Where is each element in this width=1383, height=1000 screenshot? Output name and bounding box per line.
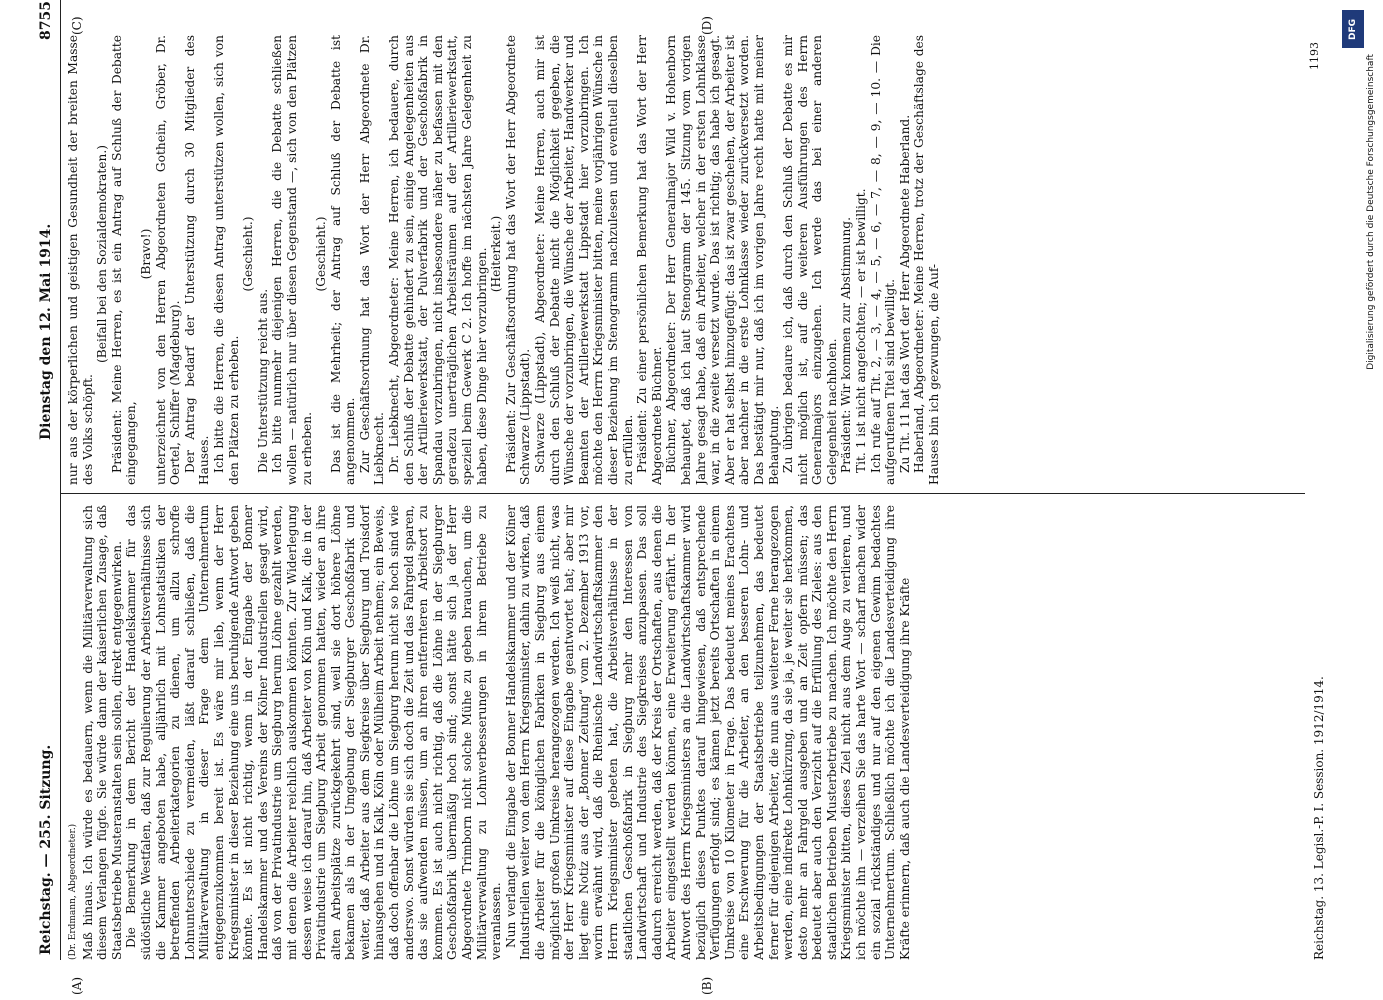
margin-mark-b: (B) — [700, 976, 714, 995]
paragraph: Das ist die Mehrheit; der Antrag auf Schluß der Debatte ist angenommen. — [328, 35, 358, 485]
page-number: 8755 — [38, 1, 54, 40]
speaker-tag: (Dr. Erdmann, Abgeordneter.) — [68, 823, 78, 960]
paragraph: Nun verlangt die Eingabe der Bonner Handelskammer und der Kölner Industriellen weiter von dem Herrn Kriegsminister, dahin zu wirken, daß die Arbeiter für die königlichen Fabriken in Siegburg aus einem möglichst großen Umkreise herangezogen werden. Ich weiß nicht, was der Herr Kriegsminister auf diese Eingabe geantwortet hat; aber mir liegt eine Notiz aus der „Bonner Zeitung“ vom 2. Dezember 1913 vor, worin erwähnt wird, daß die Rheinische Landwirtschaftskammer den Herrn Kriegsminister gebeten hat, die Arbeitsverhältnisse in der staatlichen Geschoßfabrik in Siegburg mehr den Interessen von Landwirtschaft und Industrie des Siegkreises anzupassen. Das soll dadurch erreicht werden, daß der Kreis der Ortschaften, aus denen die Arbeiter eingestellt werden können, eine Erweiterung erfährt. In der Antwort des Herrn Kriegsministers an die Landwirtschaftskammer wird bezüglich dieses Punktes darauf hingewiesen, daß entsprechende Verfügungen erfolgt sind; es kämen jetzt bereits Ortschaften in einem Umkreise von 10 Kilometer in Frage. Das bedeutet meines Erachtens eine Erschwerung für die Arbeiter, an den besseren Lohn- und Arbeitsbedingungen der Staatsbetriebe teilzunehmen, das bedeutet ferner für diejenigen Arbeiter, die nun aus weiterer Ferne herangezogen werden, eine indirekte Lohnkürzung, da sie ja, je weiter sie herkommen, desto mehr an Fahrgeld ausgeben und an Zeit opfern müssen; das bedeutet aber auch den Verzicht auf die Erfüllung des Zieles: aus den staatlichen Betrieben Musterbetriebe zu machen. Ich möchte den Herrn Kriegsminister bitten, dieses Ziel nicht aus dem Auge zu verlieren, und ich möchte ihn — verzeihen Sie das harte Wort — scharf machen wider ein sozial rückständiges und nur auf den eigenen Gewinn bedachtes Unternehmertum. Schließlich möchte ich die Landesverteidigung ihre Kräfte erinnern, daß auch die Landesverteidigung ihre Kräfte — [503, 505, 912, 960]
paragraph: Zu übrigen bedaure ich, daß durch den Schluß der Debatte es mir nicht möglich ist, auf die weiteren Ausführungen des Herrn Generalmajors einzugehen. Ich werde das bei einer anderen Gelegenheit nachholen. — [781, 35, 839, 485]
paragraph: nur aus der körperlichen und geistigen Gesundheit der breiten Masse des Volks schöpft. — [66, 35, 95, 485]
footer-number: 1193 — [1308, 42, 1321, 70]
left-column — [66, 505, 1301, 960]
paragraph: Zu Tit. 11 hat das Wort der Herr Abgeordnete Haberland. — [897, 114, 912, 473]
paragraph: (Bravo!) — [138, 228, 153, 280]
paragraph: Maß hinaus. Ich würde es bedauern, wenn die Militärverwaltung sich diesem Verlangen fügte. Sie würde dann der kaiserlichen Zusage, daß Staatsbetriebe Musteranstalten sein sollen, direkt entgegenwirken. — [80, 505, 124, 960]
paragraph: Ich bitte nunmehr diejenigen Herren, die die Debatte schließen wollen — natürlich nur über diesen Gegenstand —, sich von den Plätzen zu erheben. — [270, 35, 314, 485]
dfg-logo: DFG — [1342, 10, 1364, 48]
paragraph: Dr. Liebknecht, Abgeordneter: Meine Herren, ich bedauere, durch den Schluß der Debatte gehindert zu sein, einige Angelegenheiten aus der Artilleriewerkstatt, der Pulverfabrik und der Geschoßfabrik in Spandau vorzubringen, nicht insbesondere näher zu befassen mit den geradezu unerträglichen Arbeitsräumen auf der Artilleriewerkstatt, speziell beim Gewerk C 2. Ich hoffe im nächsten Jahre Gelegenheit zu haben, diese Dinge hier vorzubringen. — [387, 35, 489, 485]
paragraph: Büchner, Abgeordneter: Der Herr Generalmajor Wild v. Hohenborn behauptet, daß ich laut Stenogramm der 145. Sitzung vom vorigen Jahre gesagt habe, daß ein Arbeiter, welcher in der ersten Lohnklasse war, in die zweite versetzt wurde. Das ist richtig; das habe ich gesagt. Aber er hat selbst hinzugefügt: das ist zwar geschehen, der Arbeiter ist aber nachher in die erste Lohnklasse wieder zurückversetzt worden. Das bestätigt mir nur, daß ich im vorigen Jahre recht hatte mit meiner Behauptung. — [664, 35, 781, 485]
sidebar — [1336, 10, 1380, 990]
paragraph: Schwarze (Lippstadt), Abgeordneter: Meine Herren, auch mir ist durch den Schluß der Debatte nicht die Möglichkeit gegeben, die Wünsche der vorzubringen, die Wünsche der Arbeiter, Handwerker und Beamten der Artilleriewerkstatt Lippstadt hier vorzubringen. Ich möchte den Herrn Kriegsminister bitten, meine vorjährigen Wünsche in dieser Beziehung im Stenogramm nachzulesen und eventuell dieselben zu erfüllen. — [533, 35, 635, 485]
paragraph: Die Bemerkung in dem Bericht der Handelskammer für das südöstliche Westfalen, daß zur Regulierung der Arbeitsverhältnisse sich die Kammer angeboten habe, alljährlich mit Lohnstatistiken der betreffenden Arbeiterkategorien zu dienen, um allzu schroffe Lohnunterschiede zu vermeiden, läßt darauf schließen, daß die Militärverwaltung in dieser Frage dem Unternehmertum entgegenzukommen bereit ist. Es wäre mir lieb, wenn der Herr Kriegsminister in dieser Beziehung eine uns beruhigende Antwort geben könnte. Es ist nicht richtig, wenn in der Eingabe der Bonner Handelskammer und des Vereins der Kölner Industriellen gesagt wird, daß von der Privatindustrie um Siegburg herum Löhne gezahlt werden, mit denen die Arbeiter reichlich auskommen könnten. Zur Widerlegung dessen weise ich darauf hin, daß Arbeiter von Köln und Kalk, die in der Privatindustrie um Siegburg Arbeit genommen hatten, wieder an ihre alten Arbeitsplätze zurückgekehrt sind, weil sie dort höhere Löhne bekamen als in der Umgebung der Siegburger Geschoßfabrik und weiter, daß Arbeiter aus dem Siegkreise über Siegburg und Troisdorf hinausgehen und in Kalk, Köln oder Mülheim Arbeit nehmen; ein Beweis, daß doch offenbar die Löhne um Siegburg herum nicht so hoch sind wie anderswo. Sonst würden sie sich doch die Zeit und das Fahrgeld sparen, das sie aufwenden müssen, um an ihren entfernteren Arbeitsort zu kommen. Es ist auch nicht richtig, daß die Löhne in der Siegburger Geschoßfabrik übermäßig hoch sind; sonst hätte sich ja der Herr Abgeordnete Trimborn nicht solche Mühe zu geben brauchen, um die Militärverwaltung zu Lohnverbesserungen in ihrem Betriebe zu veranlassen. — [124, 505, 504, 960]
header-date: Dienstag den 12. Mai 1914. — [38, 223, 54, 440]
header-rule — [60, 0, 61, 960]
header-left: Reichstag. — 255. Sitzung. — [38, 744, 54, 955]
column-rule — [60, 493, 1305, 494]
paragraph: Präsident: Zur Geschäftsordnung hat das Wort der Herr Abgeordnete Schwarze (Lippstadt). — [503, 35, 533, 485]
paragraph: unterzeichnet von den Herren Abgeordneten Gothein, Gröber, Dr. Oertel, Schiffer (Magdeburg). — [153, 35, 183, 485]
paragraph: (Heiterkeit.) — [489, 215, 504, 293]
paragraph: Der Antrag bedarf der Unterstützung durch 30 Mitglieder des Hauses. — [182, 35, 212, 485]
paragraph: (Geschieht.) — [241, 216, 256, 292]
paragraph: Zur Geschäftsordnung hat das Wort der Herr Abgeordnete Dr. Liebknecht. — [357, 35, 387, 485]
right-column — [66, 35, 1301, 485]
margin-mark-c: (C) — [70, 16, 84, 35]
paragraph: Haberland, Abgeordneter: Meine Herren, trotz der Geschäftslage des Hauses bin ich gezwungen, die Auf- — [912, 35, 942, 485]
paragraph: Die Unterstützung reicht aus. — [255, 288, 270, 473]
paragraph: (Geschieht.) — [314, 216, 329, 292]
paragraph: Präsident: Zu einer persönlichen Bemerkung hat das Wort der Herr Abgeordnete Büchner. — [635, 35, 664, 485]
funding-note: Digitalisierung gefördert durch die Deutsche Forschungsgemeinschaft — [1366, 54, 1376, 370]
paragraph: Ich rufe auf Tit. 2, — 3, — 4, — 5, — 6, — 7, — 8, — 9, — 10. — Die aufgerufenen Titel sind bewilligt. — [868, 35, 898, 485]
paragraph: (Beifall bei den Sozialdemokraten.) — [95, 145, 110, 363]
paragraph: Präsident: Meine Herren, es ist ein Antrag auf Schluß der Debatte eingegangen, — [109, 35, 139, 485]
paragraph: Präsident: Wir kommen zur Abstimmung. — [839, 217, 854, 473]
margin-mark-a: (A) — [70, 976, 84, 995]
paragraph: Ich bitte die Herren, die diesen Antrag unterstützen wollen, sich von den Plätzen zu erheben. — [211, 35, 241, 485]
paragraph: Tit. 1 ist nicht angefochten; — er ist bewilligt. — [854, 188, 869, 473]
footer-left: Reichstag. 13. Legisl.-P. I. Session. 1912/1914. — [1312, 676, 1326, 960]
margin-mark-d: (D) — [700, 16, 714, 35]
